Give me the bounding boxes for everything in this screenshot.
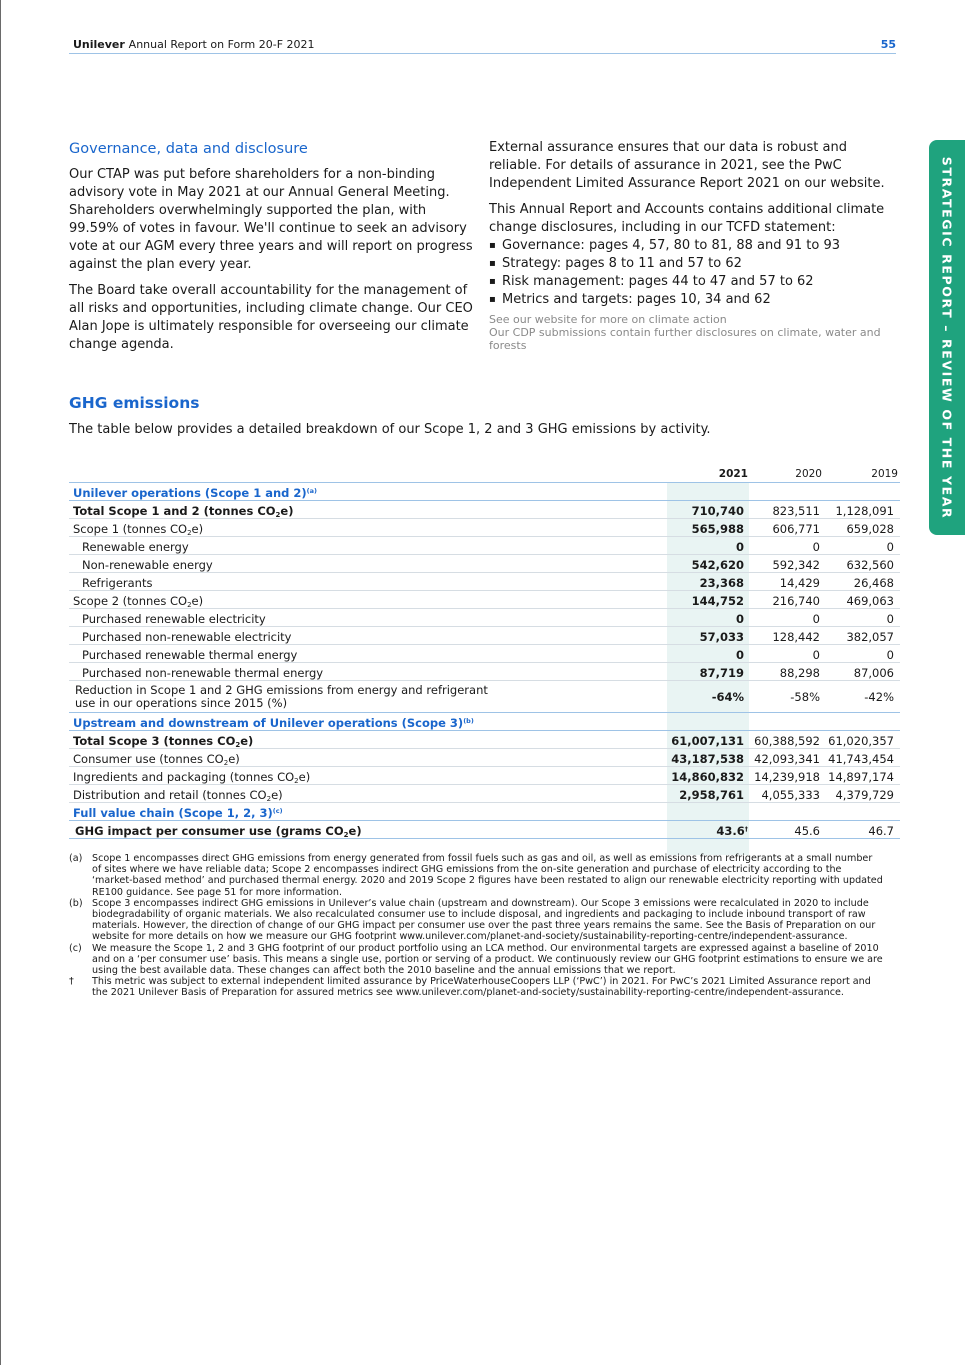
footnote: (b) Scope 3 encompasses indirect GHG emissions in Unilever’s value chain (upstream and downstream). Our Scope 3 emissions were recalculated in 2020 to include biodegradability of organic materials. We also recalculated consumer use to include disposal, and ingredients and packaging to include inbound transport of raw materials. However, the direction of change of our GHG impact per consumer use over the past three years remains the same. See the Basis of Preparation on our website for more details on how we measure our GHG footprint www.unilever.com/planet-and-society/sustainability-reporting-centre/independent-assurance. (69, 897, 876, 943)
table-row: Purchased renewable electricity 0 0 0 (69, 609, 900, 627)
table-row: GHG impact per consumer use (grams $CO_2e$) 43.6† 45.6 46.7 (69, 821, 900, 839)
governance-paragraph-1: Our CTAP was put before shareholders for a non-binding advisory vote in May 2021 at our Annual General Meeting. Shareholders overwhelmingly supported the plan, with 99.59% of votes in favour. We'll continue to seek an advisory vote at our AGM every three years and will report on progress against the plan every year. (69, 167, 473, 272)
table-row: Refrigerants 23,368 14,429 26,468 (69, 573, 900, 591)
page-header (69, 38, 896, 54)
table-row: Distribution and retail (tonnes $CO_2e$) 2,958,761 4,055,333 4,379,729 (69, 785, 900, 803)
section-row-scope-3: Upstream and downstream of Unilever operations (Scope 3)$^{(b)}$ (69, 713, 900, 731)
table-row: Purchased non-renewable thermal energy 87,719 88,298 87,006 (69, 663, 900, 681)
table-row: Purchased renewable thermal energy 0 0 0 (69, 645, 900, 663)
table-row: Total Scope 1 and 2 (tonnes $CO_2e$) 710,740 823,511 1,128,091 (69, 501, 900, 519)
list-item: ▪ Governance: pages 4, 57, 80 to 81, 88 and 91 to 93 (489, 237, 889, 255)
ghg-emissions-table (69, 466, 900, 839)
governance-column-right (489, 139, 889, 352)
table-row: Total Scope 3 (tonnes $CO_2e$) 61,007,131 60,388,592 61,020,357 (69, 731, 900, 749)
table-row: Non-renewable energy 542,620 592,342 632,560 (69, 555, 900, 573)
list-item: ▪ Metrics and targets: pages 10, 34 and 62 (489, 291, 889, 309)
table-row: Scope 1 (tonnes $CO_2e$) 565,988 606,771 659,028 (69, 519, 900, 537)
governance-paragraph-2: The Board take overall accountability for the management of all risks and opportunities, including climate change. Our CEO Alan Jope is ultimately responsible for overseeing our climate change agenda. (69, 283, 473, 352)
disclosures-paragraph: This Annual Report and Accounts contains additional climate change disclosures, including in our TCFD statement: (489, 202, 885, 235)
column-header-2020: 2020 (795, 468, 822, 480)
section-row-full-value-chain: Full value chain (Scope 1, 2, 3)$^{(c)}$ (69, 803, 900, 821)
table-header (69, 466, 900, 483)
footnote: (a) Scope 1 encompasses direct GHG emissions from energy generated from fossil fuels such as gas and oil, as well as emissions from refrigerants at a small number of sites where we have reliable data; Scope 2 encompasses indirect GHG emissions from the on-site generation and purchase of electricity according to the ‘market-based method’ and purchased thermal energy. 2020 and 2019 Scope 2 figures have been restated to align our renewable electricity reporting with updated RE100 guidance. See page 51 for more information. (69, 853, 883, 898)
footnotes (69, 853, 884, 999)
table-row: Ingredients and packaging (tonnes $CO_2e$) 14,860,832 14,239,918 14,897,174 (69, 767, 900, 785)
section-side-tab[interactable]: STRATEGIC REPORT – REVIEW OF THE YEAR (929, 140, 965, 535)
ghg-intro: The table below provides a detailed breakdown of our Scope 1, 2 and 3 GHG emissions by activity. (69, 422, 711, 437)
section-row-scope-1-2: Unilever operations (Scope 1 and 2)$^{(a)}$ (69, 483, 900, 501)
cdp-submissions-link[interactable]: Our CDP submissions contain further disclosures on climate, water and forests (489, 326, 881, 352)
page-number: 55 (880, 38, 896, 51)
footnote: † This metric was subject to external independent limited assurance by PriceWaterhouseCoopers LLP (‘PwC’) in 2021. For PwC’s 2021 Limited Assurance report and the 2021 Unilever Basis of Preparation for assured metrics see www.unilever.com/planet-and-society/sustainability-reporting-centre/independent-assurance. (69, 976, 871, 999)
footnote: (c) We measure the Scope 1, 2 and 3 GHG footprint of our product portfolio using an LCA method. Our environmental targets are expressed against a baseline of 2010 and on a ‘per consumer use’ basis. This means a single use, portion or serving of a product. We continuously review our GHG footprint estimations to ensure we are using the best available data. These changes can affect both the 2010 baseline and the annual emissions that we report. (69, 942, 883, 977)
table-row: Consumer use (tonnes $CO_2e$) 43,187,538 42,093,341 41,743,454 (69, 749, 900, 767)
table-row: Purchased non-renewable electricity 57,033 128,442 382,057 (69, 627, 900, 645)
list-item: ▪ Strategy: pages 8 to 11 and 57 to 62 (489, 255, 889, 273)
list-item: ▪ Risk management: pages 44 to 47 and 57 to 62 (489, 273, 889, 291)
table-row: Scope 2 (tonnes $CO_2e$) 144,752 216,740 469,063 (69, 591, 900, 609)
table-row: Reduction in Scope 1 and 2 GHG emissions from energy and refrigerant use in our operations since 2015 (%) -64% -58% -42% (69, 681, 900, 713)
governance-title: Governance, data and disclosure (69, 141, 308, 157)
ghg-title: GHG emissions (69, 394, 200, 412)
climate-action-link[interactable]: See our website for more on climate action (489, 313, 727, 326)
header-title: Unilever Annual Report on Form 20-F 2021 (73, 38, 315, 51)
assurance-paragraph: External assurance ensures that our data is robust and reliable. For details of assurance in 2021, see the PwC Independent Limited Assurance Report 2021 on our website. (489, 140, 885, 191)
table-row: Renewable energy 0 0 0 (69, 537, 900, 555)
column-header-2021: 2021 (718, 468, 748, 480)
page-edge (0, 0, 1, 1365)
disclosures-list (489, 237, 889, 309)
column-header-2019: 2019 (871, 468, 898, 480)
governance-column-left (69, 139, 474, 362)
